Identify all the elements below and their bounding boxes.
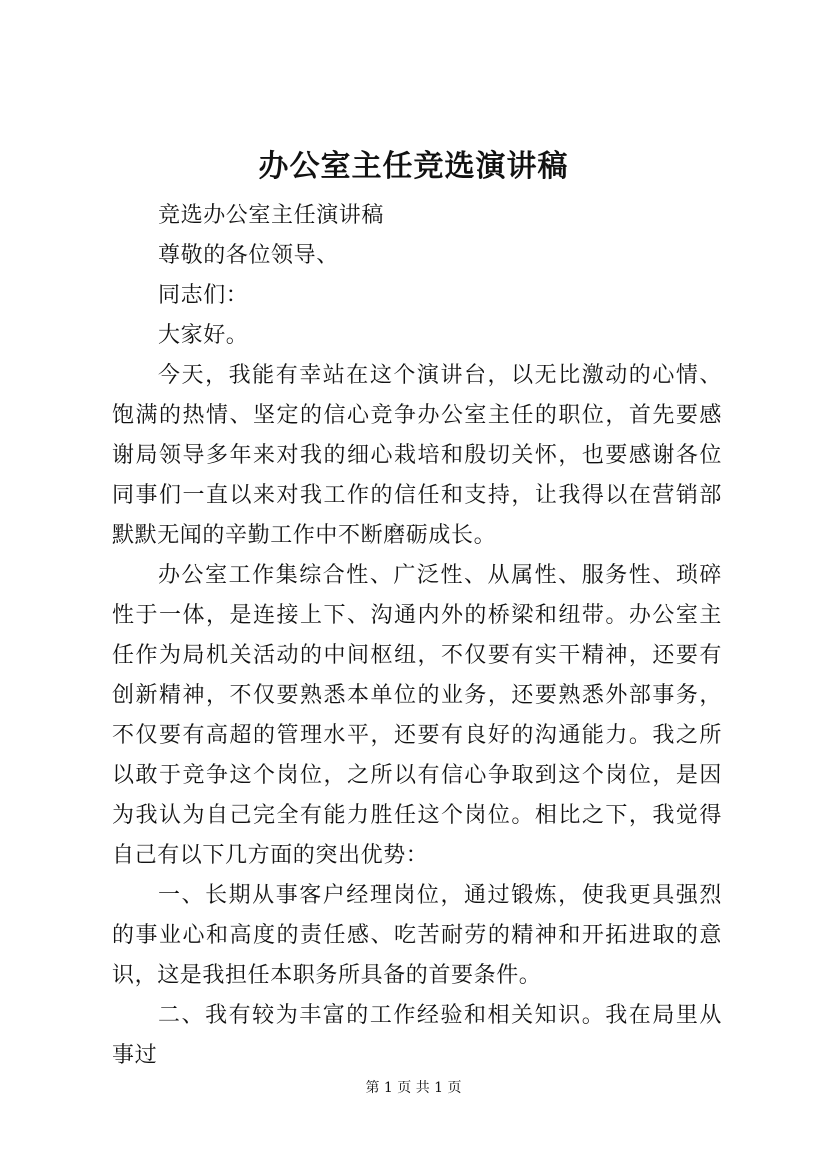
page-footer: 第 1 页 共 1 页 [365, 1080, 462, 1096]
paragraph: 办公室工作集综合性、广泛性、从属性、服务性、琐碎性于一体，是连接上下、沟通内外的桥梁和纽带。办公室主任作为局机关活动的中间枢纽，不仅要有实干精神，还要有创新精神，不仅要熟悉本单位的业务，还要熟悉外部事务，不仅要有高超的管理水平，还要有良好的沟通能力。我之所以敢于竞争这个岗位，之所以有信心争取到这个岗位，是因为我认为自己完全有能力胜任这个岗位。相比之下，我觉得自己有以下几方面的突出优势： [112, 563, 722, 868]
paragraph: 大家好。 [158, 323, 249, 348]
paragraph: 今天，我能有幸站在这个演讲台，以无比激动的心情、饱满的热情、坚定的信心竞争办公室主任的职位，首先要感谢局领导多年来对我的细心栽培和殷切关怀，也要感谢各位同事们一直以来对我工作的信任和支持，让我得以在营销部默默无闻的辛勤工作中不断磨砺成长。 [112, 363, 722, 548]
paragraph: 同志们： [158, 283, 249, 308]
paragraph: 竞选办公室主任演讲稿 [158, 203, 385, 228]
document-title: 办公室主任竞选演讲稿 [258, 149, 569, 184]
paragraph: 一、长期从事客户经理岗位，通过锻炼，使我更具强烈的事业心和高度的责任感、吃苦耐劳的精神和开拓进取的意识，这是我担任本职务所具备的首要条件。 [112, 883, 722, 988]
paragraph: 二、我有较为丰富的工作经验和相关知识。我在局里从事过 [112, 1003, 722, 1068]
document-body [112, 196, 722, 1076]
paragraph: 尊敬的各位领导、 [158, 243, 339, 268]
